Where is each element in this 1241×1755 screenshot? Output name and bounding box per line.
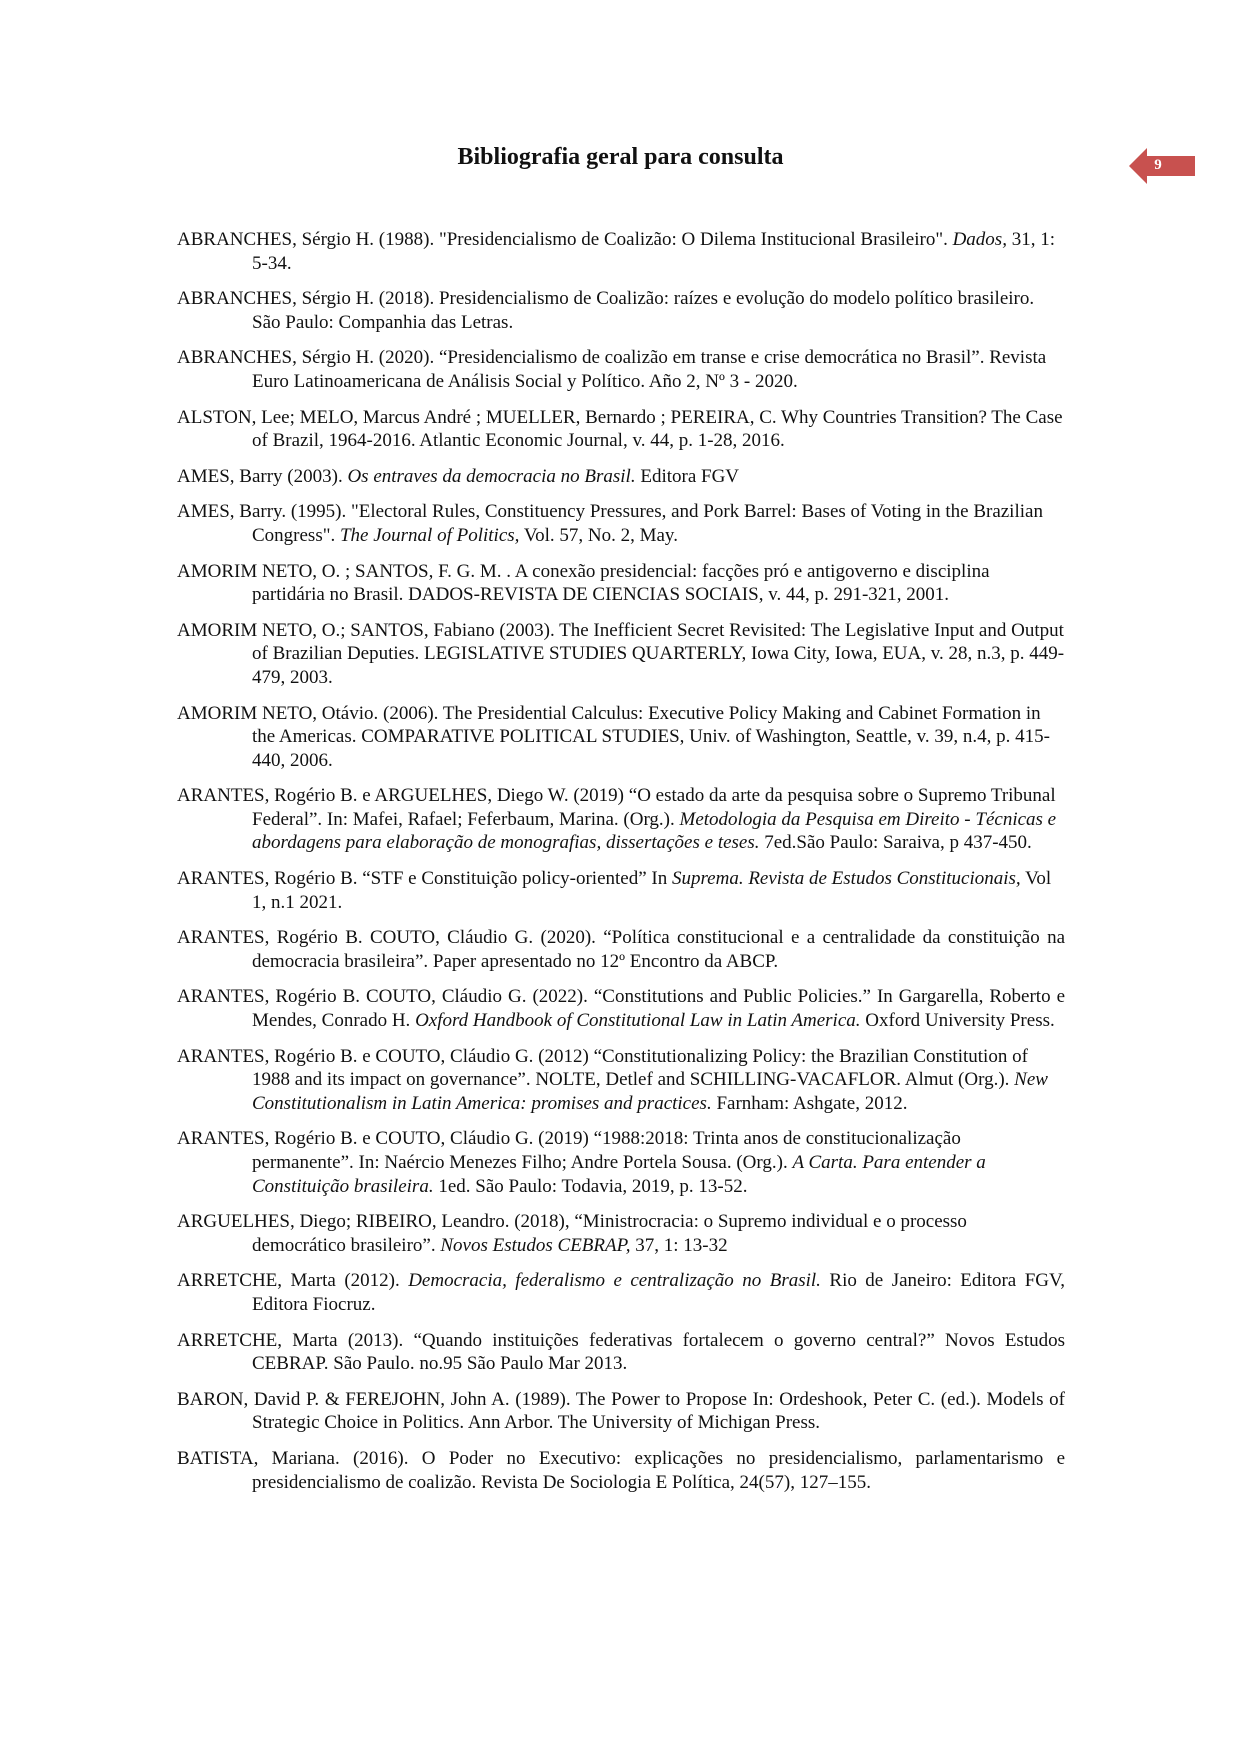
entry-text: ARANTES, Rogério B. COUTO, Cláudio G. (2022). “Constitutions and Public Policies.” In Gargarella, Roberto e Mendes, Conrado H.	[177, 986, 1065, 1032]
entry-text: ARGUELHES, Diego; RIBEIRO, Leandro. (2018), “Ministrocracia: o Supremo individual e o processo democrático brasileiro”.	[177, 1211, 967, 1256]
bibliography-entry	[177, 784, 1065, 855]
bibliography-entry	[177, 406, 1065, 453]
entry-text: AMES, Barry. (1995). "Electoral Rules, Constituency Pressures, and Pork Barrel: Bases of Voting in the Brazilian Congress".	[177, 501, 1043, 546]
entry-title-italic: Metodologia da Pesquisa em Direito - Técnicas e abordagens para elaboração de monografias, dissertações e teses.	[252, 808, 1057, 854]
bibliography-entry	[177, 1388, 1065, 1435]
entry-text-tail: Editora FGV	[635, 465, 740, 487]
entry-title-italic: A Carta. Para entender a Constituição brasileira.	[252, 1152, 986, 1197]
entry-text: AMORIM NETO, O. ; SANTOS, F. G. M. . A conexão presidencial: facções pró e antigoverno e disciplina partidária no Brasil. DADOS-REVISTA DE CIENCIAS SOCIAIS, v. 44, p. 291-321, 2001.	[177, 560, 990, 606]
entry-text-tail: Vol. 57, No. 2, May.	[519, 524, 678, 546]
entry-text: ARANTES, Rogério B. “STF e Constituição policy-oriented” In	[177, 868, 672, 890]
entry-text-tail: 1ed. São Paulo: Todavia, 2019, p. 13-52.	[433, 1175, 748, 1197]
entry-text-tail: 7ed.São Paulo: Saraiva, p 437-450.	[759, 832, 1032, 854]
entry-text: AMES, Barry (2003).	[177, 465, 348, 487]
entry-text: ARANTES, Rogério B. e ARGUELHES, Diego W. (2019) “O estado da arte da pesquisa sobre o Supremo Tribunal Federal”. In: Mafei, Rafael; Feferbaum, Marina. (Org.).	[177, 785, 1056, 830]
bibliography-entry	[177, 287, 1065, 334]
entry-text-tail: Vol 1, n.1 2021.	[252, 868, 1052, 913]
entry-text: BARON, David P. & FEREJOHN, John A. (1989). The Power to Propose In: Ordeshook, Peter C. (ed.). Models of Strategic Choice in Politics. Ann Arbor. The University of Michigan Press.	[177, 1388, 1065, 1434]
bibliography-entry	[177, 1127, 1065, 1198]
bibliography-entry	[177, 228, 1065, 275]
entry-text-tail: Rio de Janeiro: Editora FGV, Editora Fiocruz.	[252, 1270, 1066, 1315]
bibliography-entry	[177, 1329, 1065, 1376]
entry-title-italic: Oxford Handbook of Constitutional Law in Latin America.	[415, 1010, 861, 1032]
entry-text: BATISTA, Mariana. (2016). O Poder no Executivo: explicações no presidencialismo, parlamentarismo e presidencialismo de coalizão. Revista De Sociologia E Política, 24(57), 127–155.	[177, 1447, 1065, 1493]
bibliography-entry	[177, 1045, 1065, 1116]
entry-text: ABRANCHES, Sérgio H. (2020). “Presidencialismo de coalizão em transe e crise democrática no Brasil”. Revista Euro Latinoamericana de Análisis Social y Político. Año 2, Nº 3 - 2020.	[177, 347, 1047, 392]
entry-title-italic: Suprema. Revista de Estudos Constitucionais,	[671, 868, 1021, 890]
bibliography-entry	[177, 560, 1065, 607]
entry-title-italic: Dados,	[952, 229, 1007, 250]
entry-text-tail: Oxford University Press.	[860, 1010, 1055, 1032]
entry-text: AMORIM NETO, O.; SANTOS, Fabiano (2003). The Inefficient Secret Revisited: The Legislative Input and Output of Brazilian Deputies. LEGISLATIVE STUDIES QUARTERLY, Iowa City, Iowa, EUA, v. 28, n.3, p. 449-479, 2003.	[177, 619, 1065, 688]
entry-title-italic: Novos Estudos CEBRAP,	[440, 1234, 631, 1256]
entry-title-italic: Democracia, federalismo e centralização no Brasil.	[408, 1270, 821, 1292]
entry-text: ARRETCHE, Marta (2013). “Quando instituições federativas fortalecem o governo central?” Novos Estudos CEBRAP. São Paulo. no.95 São Paulo Mar 2013.	[177, 1329, 1065, 1375]
bibliography-entry	[177, 465, 1065, 489]
entry-text: ARANTES, Rogério B. e COUTO, Cláudio G. (2012) “Constitutionalizing Policy: the Brazilian Constitution of 1988 and its impact on governance”. NOLTE, Detlef and SCHILLING-VACAFLOR. Almut (Org.).	[177, 1045, 1028, 1091]
page-number: 9	[1154, 157, 1162, 173]
entry-title-italic: Os entraves da democracia no Brasil.	[347, 465, 636, 487]
bibliography-list	[177, 228, 1065, 1506]
entry-text: ABRANCHES, Sérgio H. (2018). Presidencialismo de Coalizão: raízes e evolução do modelo político brasileiro. São Paulo: Companhia das Letras.	[177, 288, 1035, 333]
entry-text: ARRETCHE, Marta (2012).	[177, 1270, 409, 1292]
bibliography-entry	[177, 926, 1065, 973]
entry-title-italic: The Journal of Politics,	[339, 524, 520, 546]
bibliography-entry	[177, 985, 1065, 1032]
entry-text: ALSTON, Lee; MELO, Marcus André ; MUELLER, Bernardo ; PEREIRA, C. Why Countries Transition? The Case of Brazil, 1964-2016. Atlantic Economic Journal, v. 44, p. 1-28, 2016.	[177, 406, 1063, 452]
bibliography-entry	[177, 1447, 1065, 1494]
bibliography-entry	[177, 867, 1065, 914]
bibliography-entry	[177, 346, 1065, 393]
bibliography-entry	[177, 702, 1065, 773]
bibliography-entry	[177, 500, 1065, 547]
entry-title-italic: New Constitutionalism in Latin America: promises and practices.	[252, 1069, 1048, 1114]
entry-text-tail: 31, 1: 5-34.	[252, 229, 1055, 274]
bibliography-entry	[177, 1269, 1065, 1316]
entry-text-tail: 37, 1: 13-32	[630, 1234, 728, 1256]
entry-text-tail: Farnham: Ashgate, 2012.	[711, 1092, 908, 1114]
bibliography-entry	[177, 619, 1065, 690]
entry-text: ARANTES, Rogério B. COUTO, Cláudio G. (2020). “Política constitucional e a centralidade da constituição na democracia brasileira”. Paper apresentado no 12º Encontro da ABCP.	[177, 927, 1065, 972]
bibliography-entry	[177, 1210, 1065, 1257]
entry-text: ABRANCHES, Sérgio H. (1988). "Presidencialismo de Coalizão: O Dilema Institucional Brasileiro".	[177, 229, 953, 250]
page-title: Bibliografia geral para consulta	[457, 144, 784, 170]
entry-text: ARANTES, Rogério B. e COUTO, Cláudio G. (2019) “1988:2018: Trinta anos de constitucionalização permanente”. In: Naércio Menezes Filho; Andre Portela Sousa. (Org.).	[177, 1128, 961, 1173]
entry-text: AMORIM NETO, Otávio. (2006). The Presidential Calculus: Executive Policy Making and Cabinet Formation in the Americas. COMPARATIVE POLITICAL STUDIES, Univ. of Washington, Seattle, v. 39, n.4, p. 415-440, 2006.	[177, 702, 1050, 771]
